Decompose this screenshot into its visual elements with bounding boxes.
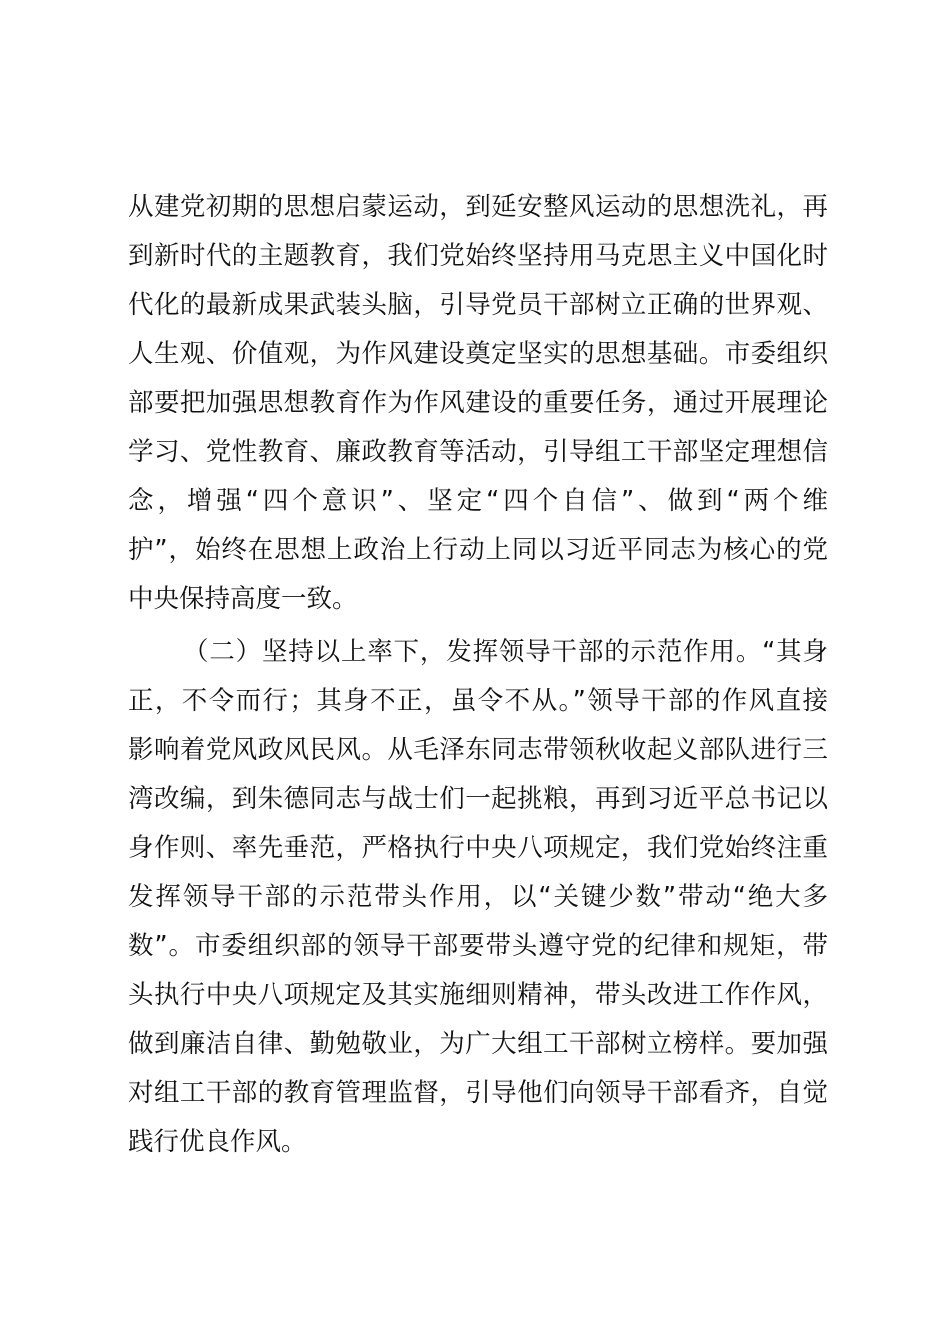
paragraph-line: 学习、党性教育、廉政教育等活动，引导组工干部坚定理想信	[128, 437, 828, 467]
paragraph-line: 践行优良作风。	[128, 1127, 307, 1157]
paragraph-line: 对组工干部的教育管理监督，引导他们向领导干部看齐，自觉	[128, 1078, 828, 1108]
paragraph-line: 做到廉洁自律、勤勉敬业，为广大组工干部树立榜样。要加强	[128, 1029, 828, 1059]
paragraph-line: 正，不令而行；其身不正，虽令不从。”领导干部的作风直接	[128, 686, 828, 716]
paragraph-line: 护”，始终在思想上政治上行动上同以习近平同志为核心的党	[128, 535, 828, 565]
section-heading-line: （二）坚持以上率下，发挥领导干部的示范作用。“其身	[183, 637, 828, 667]
paragraph-line: 人生观、价值观，为作风建设奠定坚实的思想基础。市委组织	[128, 339, 828, 369]
paragraph-line: 念，增强“四个意识”、坚定“四个自信”、做到“两个维	[128, 486, 828, 516]
paragraph-line: 到新时代的主题教育，我们党始终坚持用马克思主义中国化时	[128, 241, 828, 271]
paragraph-line: 湾改编，到朱德同志与战士们一起挑粮，再到习近平总书记以	[128, 784, 828, 814]
paragraph-line: 影响着党风政风民风。从毛泽东同志带领秋收起义部队进行三	[128, 735, 828, 765]
paragraph-line: 发挥领导干部的示范带头作用，以“关键少数”带动“绝大多	[128, 882, 828, 912]
paragraph-line: 部要把加强思想教育作为作风建设的重要任务，通过开展理论	[128, 388, 828, 418]
paragraph-line: 中央保持高度一致。	[128, 584, 358, 614]
paragraph-line: 代化的最新成果武装头脑，引导党员干部树立正确的世界观、	[128, 290, 828, 320]
paragraph-line: 头执行中央八项规定及其实施细则精神，带头改进工作作风，	[128, 980, 828, 1010]
paragraph-line: 数”。市委组织部的领导干部要带头遵守党的纪律和规矩，带	[128, 931, 828, 961]
paragraph-line: 身作则、率先垂范，严格执行中央八项规定，我们党始终注重	[128, 833, 828, 863]
paragraph-line: 从建党初期的思想启蒙运动，到延安整风运动的思想洗礼，再	[128, 192, 828, 222]
